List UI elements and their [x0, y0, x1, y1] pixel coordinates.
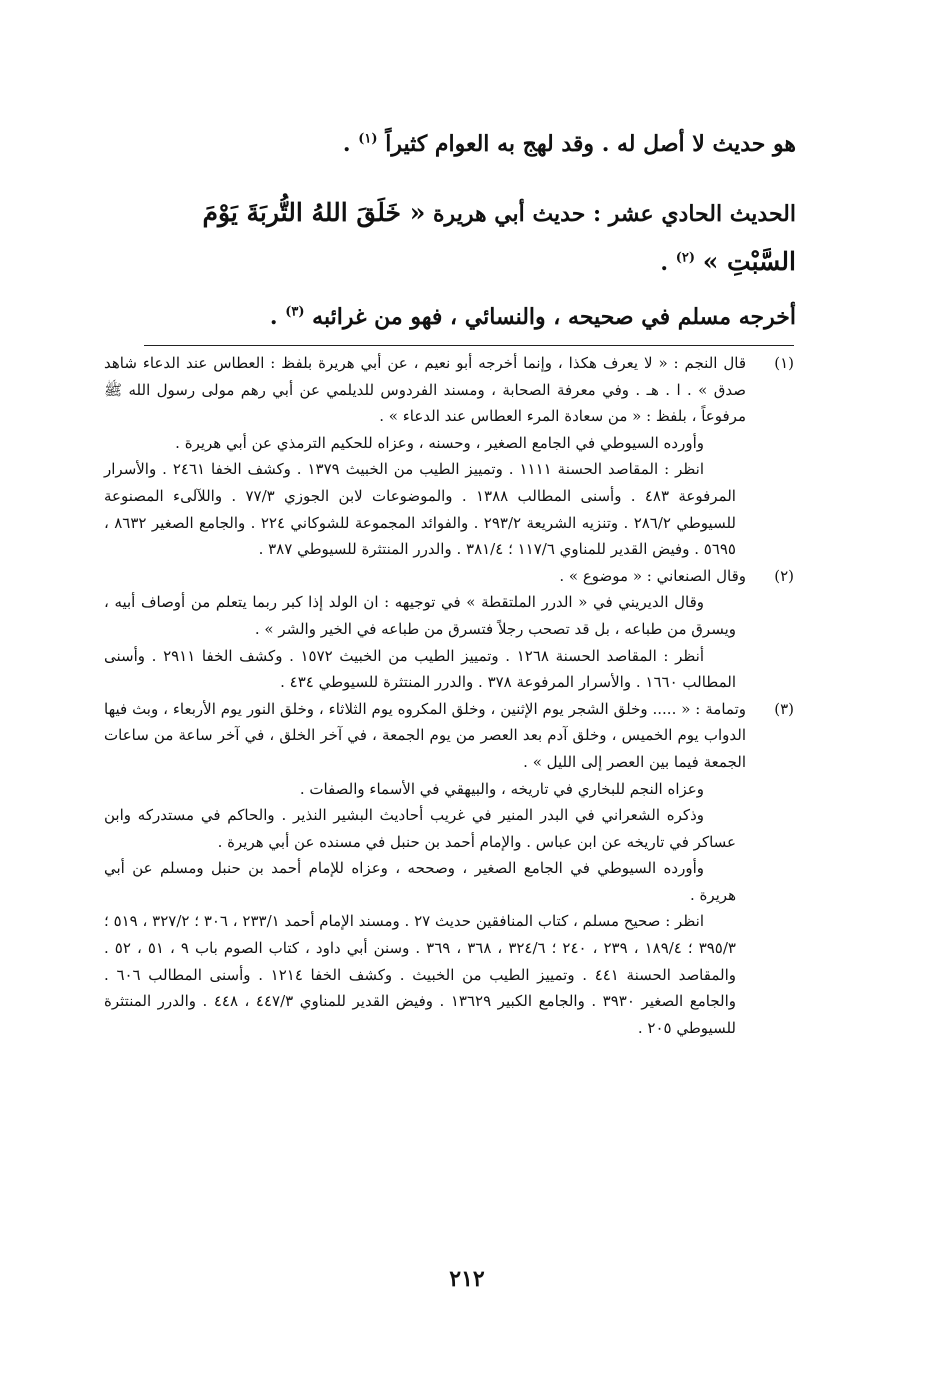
takhrij-line — [136, 301, 796, 334]
footnote-paragraph: وأورده السيوطي في الجامع الصغير ، وحسنه ، وعزاه للحكيم الترمذي عن أبي هريرة . — [175, 433, 704, 452]
footnote-paragraph: انظر : المقاصد الحسنة ١١١١ . وتمييز الطيب من الخبيث ١٣٧٩ . وكشف الخفا ٢٤٦١ . والأسرار المرفوعة ٤٨٣ . وأسنى المطالب ١٣٨٨ . والموضوعات لابن الجوزي ٧٧/٣ . واللآلىء المصنوعة للسيوطي ٢٨٦/٢ . وتنزيه الشريعة ٢٩٣/٢ . والفوائد المجموعة للشوكاني ٢٢٤ . والجامع الصغير ٨٦٣٢ ، ٥٦٩٥ . وفيض القدير للمناوي ١١٧/٦ ؛ ٣٨١/٤ . والدرر المنتثرة للسيوطي ٣٨٧ . — [104, 460, 736, 559]
footnote-paragraph: وتمامة : « ..... وخلق الشجر يوم الإثنين ، وخلق المكروه يوم الثلاثاء ، وخلق النور يوم الأربعاء ، وبث فيها الدواب يوم الخميس ، وخلق آدم بعد العصر من يوم الجمعة ، في آخر الخلق ، في آخر ساعة من ساعات الجمعة فيما بين العصر إلى الليل » . — [104, 699, 746, 771]
main-text — [136, 128, 796, 334]
page-number: ٢١٢ — [449, 1266, 485, 1292]
hadith-end: . — [660, 249, 669, 276]
footnote-ref-1: (١) — [358, 131, 378, 147]
footnote-paragraph: قال النجم : « لا يعرف هكذا ، وإنما أخرجه أبو نعيم ، عن أبي هريرة بلفظ : العطاس عند الدعاء شاهد صدق » . ا . هـ . وفي معرفة الصحابة ، ومسند الفردوس للديلمي عن أبي رهم مولى رسول الله ﷺ مرفوعاً ، بلفظ : « من سعادة المرء العطاس عند الدعاء » . — [104, 354, 746, 426]
takhrij-text: أخرجه مسلم في صحيحه ، والنسائي ، فهو من غرائبه — [312, 303, 796, 330]
footnote-paragraph: وأورده السيوطي في الجامع الصغير ، وصححه ، وعزاه للإمام أحمد بن حنبل ومسلم عن أبي هريرة . — [104, 859, 736, 904]
hadith-eleven — [136, 189, 796, 287]
footnote-1 — [104, 350, 794, 563]
footnote-ref-3: (٣) — [285, 304, 305, 320]
footnote-paragraph: أنظر : المقاصد الحسنة ١٢٦٨ . وتمييز الطيب من الخبيث ١٥٧٢ . وكشف الخفا ٢٩١١ . وأسنى المطالب ١٦٦٠ . والأسرار المرفوعة ٣٧٨ . والدرر المنتثرة للسيوطي ٤٣٤ . — [104, 646, 736, 692]
hadith-intro: الحديث الحادي عشر : حديث أبي هريرة — [433, 201, 796, 227]
footnotes — [104, 350, 794, 1041]
footnote-paragraph: وعزاه النجم للبخاري في تاريخه ، والبيهقي في الأسماء والصفات . — [299, 779, 704, 798]
footnote-paragraph: انظر : صحيح مسلم ، كتاب المنافقين حديث ٢٧ . ومسند الإمام أحمد ٢٣٣/١ ، ٣٠٦ ؛ ٣٢٧/٢ ، ٥١٩ ؛ ٣٩٥/٣ ؛ ١٨٩/٤ ، ٢٣٩ ، ٢٤٠ ؛ ٣٢٤/٦ ، ٣٦٨ ، ٣٦٩ . وسنن أبي داود ، كتاب الصوم باب ٩ ، ٥١ ، ٥٢ . والمقاصد الحسنة ٤٤١ . وتمييز الطيب من الخبيث . وكشف الخفا ١٢١٤ . وأسنى المطالب ٦٠٦ . والجامع الصغير ٣٩٣٠ . والجامع الكبير ١٣٦٢٩ . وفيض القدير للمناوي ٤٤٧/٣ ، ٤٤٨ . والدرر المنتثرة للسيوطي ٢٠٥ . — [104, 912, 736, 1037]
footnote-number: (٣) — [774, 699, 794, 718]
opening-line-end: . — [342, 131, 351, 157]
footnote-number: (٢) — [774, 566, 794, 585]
footnote-ref-2: (٢) — [675, 250, 696, 266]
footnote-number: (١) — [774, 354, 794, 372]
footnote-paragraph: وذكره الشعراني في البدر المنير في غريب أحاديث البشير النذير . والحاكم في مستدركه وابن عساكر في تاريخه عن ابن عباس . والإمام أحمد بن حنبل في مسنده عن أبي هريرة . — [104, 806, 736, 851]
opening-line-text: هو حديث لا أصل له . وقد لهج به العوام كثيراً — [385, 131, 796, 157]
opening-line — [136, 128, 796, 161]
takhrij-end: . — [269, 303, 278, 330]
footnote-3 — [104, 696, 794, 1042]
hadith-quote: « خَلَقَ اللهُ التُّربَةَ يَوْمَ السَّبْتِ » — [202, 198, 796, 276]
footnote-divider — [144, 345, 794, 346]
footnote-2 — [104, 563, 794, 696]
footnote-paragraph: وقال الديريني في « الدرر الملتقطة » في توجيهه : ان الولد إذا كبر ربما يتعلم من أوصاف أبيه ، ويسرق من طباعه ، بل قد تصحب رجلاً فتسرق من طباعه في الخير والشر » . — [104, 593, 736, 638]
footnote-paragraph: وقال الصنعاني : « موضوع » . — [559, 566, 746, 585]
